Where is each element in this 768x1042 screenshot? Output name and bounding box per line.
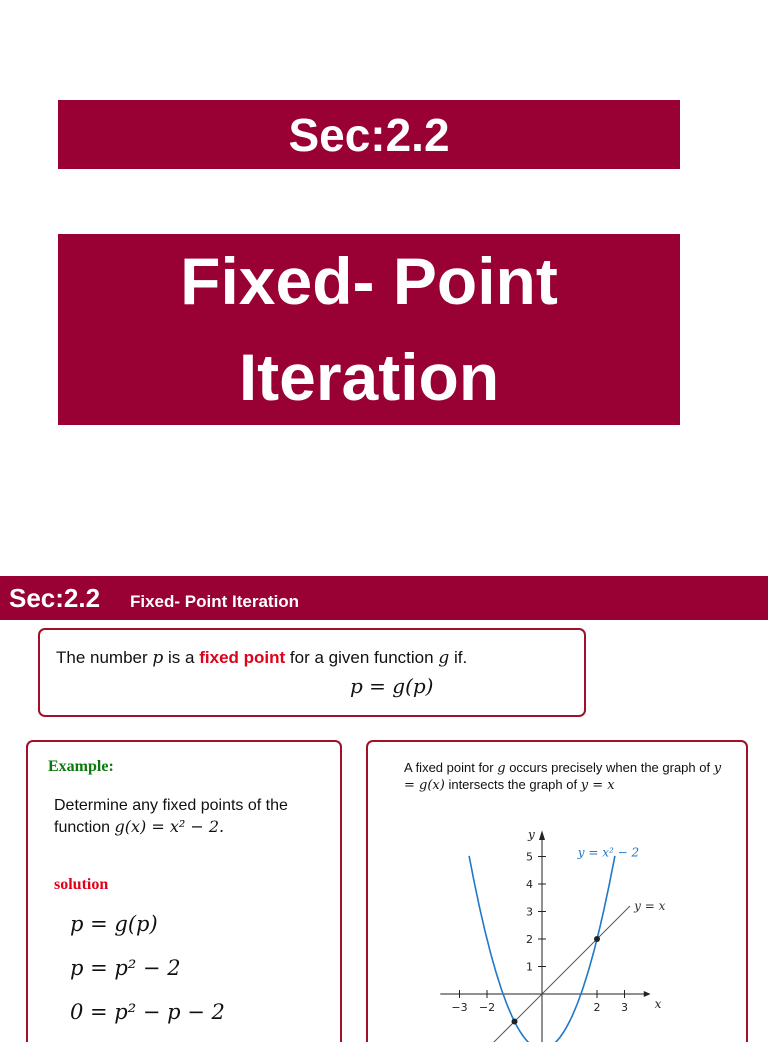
y-axis-label: y: [528, 827, 535, 842]
y-tick-label: 3: [526, 905, 533, 919]
def-var-p: p: [152, 648, 164, 668]
x-tick-label: −2: [478, 1001, 496, 1014]
slide-section: Sec:2.2: [9, 583, 101, 613]
title-slide-section: Sec:2.2: [288, 108, 450, 161]
definition-box: [38, 628, 586, 717]
graph-note-eq2: y = x: [580, 778, 615, 794]
y-tick-label: 1: [526, 960, 533, 974]
example-box: [26, 740, 342, 1042]
x-tick-label: 3: [621, 1001, 628, 1014]
solution-label: solution: [54, 876, 109, 893]
fixed-point-marker: [594, 936, 600, 942]
example-prompt: Determine any fixed points of the function: [54, 797, 288, 836]
graph-note-c: intersects the graph of: [448, 777, 578, 793]
solution-step-1: p = g(p): [70, 912, 158, 936]
def-prefix: The number: [56, 648, 148, 667]
curve-label: y = x² − 2: [577, 845, 640, 860]
line-y-equals-x: [490, 906, 630, 1042]
title-slide-section-banner: [58, 100, 680, 169]
def-suffix: if.: [453, 648, 468, 667]
title-slide-title-banner: [58, 234, 680, 425]
x-axis-label: x: [654, 997, 662, 1011]
slide-header: [0, 576, 768, 620]
y-tick-label: 5: [526, 850, 533, 864]
title-line-2: Iteration: [238, 339, 500, 414]
graph-note-eq1: y = g(x): [404, 761, 722, 794]
y-tick-label: 2: [526, 933, 533, 946]
example-text: [54, 796, 334, 839]
example-function: g(x) = x² − 2.: [114, 816, 225, 836]
y-axis-arrow: [539, 830, 545, 840]
solution-step-3: 0 = p² − p − 2: [70, 1000, 225, 1024]
definition-equation: p = g(p): [350, 674, 434, 698]
def-middle: is a: [168, 648, 195, 667]
slide-subtitle: Fixed- Point Iteration: [130, 592, 300, 611]
x-tick-label: 2: [593, 1001, 601, 1014]
x-axis-arrow: [644, 991, 651, 997]
def-term: fixed point: [199, 648, 286, 667]
graph-note: [404, 760, 734, 795]
graph-note-a: A fixed point for: [404, 760, 494, 775]
title-line-1: Fixed- Point: [180, 243, 558, 318]
fixed-point-graph: [368, 822, 746, 1042]
definition-text: [56, 648, 467, 668]
example-label: Example:: [48, 758, 114, 775]
x-tick-label: −3: [451, 1001, 468, 1014]
def-var-g: g: [438, 648, 450, 668]
line-label: y = x: [634, 899, 666, 913]
graph-note-var-g: g: [497, 761, 506, 776]
y-tick-label: 4: [526, 878, 533, 891]
solution-step-2: p = p² − 2: [70, 956, 181, 980]
def-after: for a given function: [289, 648, 434, 667]
graph-box: [366, 740, 748, 1042]
graph-note-b: occurs precisely when the graph of: [509, 760, 711, 775]
